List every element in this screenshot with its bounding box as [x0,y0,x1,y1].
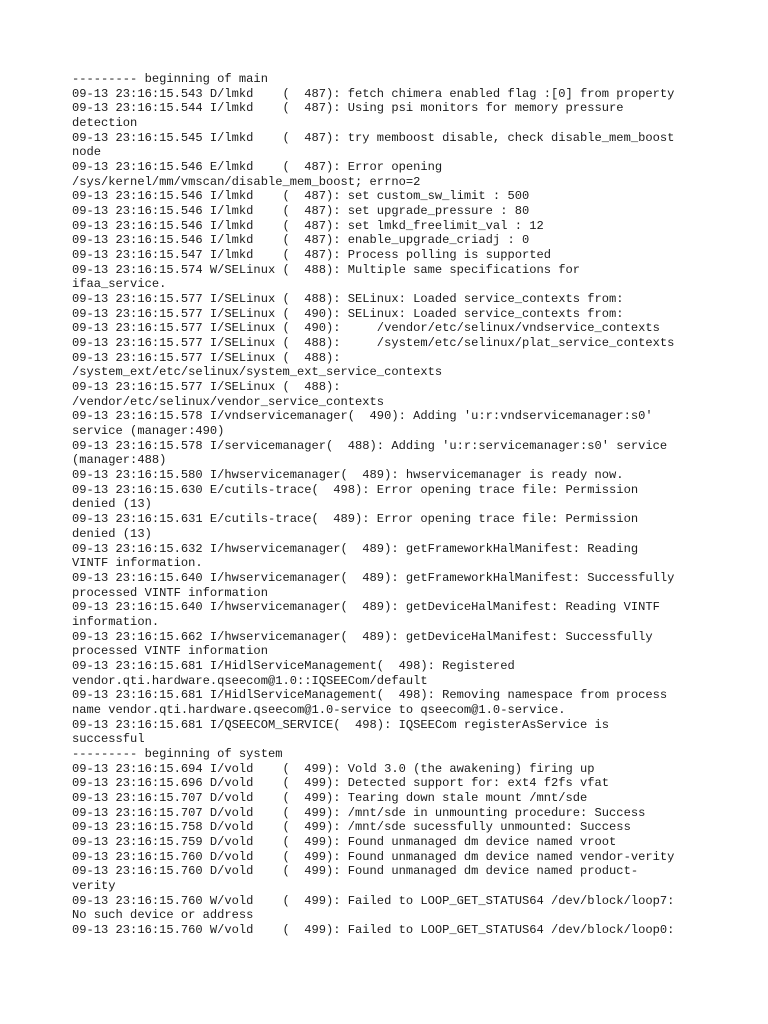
log-line: information. [72,614,160,629]
log-line: 09-13 23:16:15.760 W/vold ( 499): Failed to LOOP_GET_STATUS64 /dev/block/loop7: [72,893,675,908]
log-line: processed VINTF information [72,644,268,659]
log-line: name vendor.qti.hardware.qseecom@1.0-service to qseecom@1.0-service. [72,702,566,717]
log-line: 09-13 23:16:15.545 I/lmkd ( 487): try memboost disable, check disable_mem_boost [72,130,675,145]
log-line: 09-13 23:16:15.577 I/SELinux ( 488): /system/etc/selinux/plat_service_contexts [72,336,675,351]
log-line: 09-13 23:16:15.574 W/SELinux ( 488): Multiple same specifications for [72,262,581,277]
log-line: 09-13 23:16:15.546 E/lmkd ( 487): Error opening [72,160,443,175]
log-line: processed VINTF information [72,585,268,600]
log-line: 09-13 23:16:15.707 D/vold ( 499): Tearing down stale mount /mnt/sde [72,790,588,805]
log-line: 09-13 23:16:15.760 W/vold ( 499): Failed to LOOP_GET_STATUS64 /dev/block/loop0: [72,922,675,937]
log-line: 09-13 23:16:15.577 I/SELinux ( 488): [72,380,341,395]
log-line: 09-13 23:16:15.580 I/hwservicemanager( 489): hwservicemanager is ready now. [72,468,624,483]
log-line: 09-13 23:16:15.758 D/vold ( 499): /mnt/sde sucessfully unmounted: Success [72,820,631,835]
log-line: node [72,145,102,160]
log-line: 09-13 23:16:15.662 I/hwservicemanager( 489): getDeviceHalManifest: Successfully [72,629,653,644]
log-line: 09-13 23:16:15.546 I/lmkd ( 487): enable_upgrade_criadj : 0 [72,233,530,248]
log-line: 09-13 23:16:15.544 I/lmkd ( 487): Using psi monitors for memory pressure [72,101,624,116]
log-line: 09-13 23:16:15.694 I/vold ( 499): Vold 3.0 (the awakening) firing up [72,761,595,776]
log-line: 09-13 23:16:15.543 D/lmkd ( 487): fetch chimera enabled flag :[0] from property [72,86,675,101]
log-line: 09-13 23:16:15.681 I/QSEECOM_SERVICE( 498): IQSEECom registerAsService is [72,717,610,732]
log-line: (manager:488) [72,453,167,468]
log-line: 09-13 23:16:15.681 I/HidlServiceManagement( 498): Removing namespace from process [72,688,668,703]
log-line: 09-13 23:16:15.681 I/HidlServiceManagement( 498): Registered [72,658,515,673]
log-output [72,72,702,938]
log-line: verity [72,878,116,893]
log-line: 09-13 23:16:15.577 I/SELinux ( 490): /vendor/etc/selinux/vndservice_contexts [72,321,660,336]
log-line: 09-13 23:16:15.631 E/cutils-trace( 489): Error opening trace file: Permission [72,512,639,527]
log-line: denied (13) [72,526,152,541]
log-line: 09-13 23:16:15.760 D/vold ( 499): Found unmanaged dm device named vendor-verity [72,849,675,864]
log-line: 09-13 23:16:15.547 I/lmkd ( 487): Process polling is supported [72,248,551,263]
log-line: 09-13 23:16:15.578 I/vndservicemanager( 490): Adding 'u:r:vndservicemanager:s0' [72,409,653,424]
log-line: 09-13 23:16:15.546 I/lmkd ( 487): set lmkd_freelimit_val : 12 [72,218,544,233]
log-line: --------- beginning of system [72,746,283,761]
log-line: 09-13 23:16:15.707 D/vold ( 499): /mnt/sde in unmounting procedure: Success [72,805,646,820]
log-line: VINTF information. [72,556,203,571]
log-line: service (manager:490) [72,424,225,439]
log-line: 09-13 23:16:15.577 I/SELinux ( 488): SELinux: Loaded service_contexts from: [72,292,624,307]
log-line: --------- beginning of main [72,72,268,86]
log-line: ifaa_service. [72,277,167,292]
log-line: 09-13 23:16:15.696 D/vold ( 499): Detected support for: ext4 f2fs vfat [72,776,610,791]
log-line: denied (13) [72,497,152,512]
log-line: 09-13 23:16:15.577 I/SELinux ( 490): SELinux: Loaded service_contexts from: [72,306,624,321]
log-line: 09-13 23:16:15.577 I/SELinux ( 488): [72,350,341,365]
log-line: successful [72,732,145,747]
log-line: 09-13 23:16:15.546 I/lmkd ( 487): set upgrade_pressure : 80 [72,204,530,219]
log-line: 09-13 23:16:15.546 I/lmkd ( 487): set custom_sw_limit : 500 [72,189,530,204]
log-line: 09-13 23:16:15.640 I/hwservicemanager( 489): getDeviceHalManifest: Reading VINTF [72,600,660,615]
log-line: 09-13 23:16:15.632 I/hwservicemanager( 489): getFrameworkHalManifest: Reading [72,541,639,556]
log-line: /vendor/etc/selinux/vendor_service_contexts [72,394,385,409]
log-line: 09-13 23:16:15.640 I/hwservicemanager( 489): getFrameworkHalManifest: Successfully [72,570,675,585]
log-line: /sys/kernel/mm/vmscan/disable_mem_boost; errno=2 [72,174,421,189]
log-line: /system_ext/etc/selinux/system_ext_service_contexts [72,365,443,380]
log-line: No such device or address [72,908,254,923]
log-line: 09-13 23:16:15.630 E/cutils-trace( 498): Error opening trace file: Permission [72,482,639,497]
log-line: 09-13 23:16:15.578 I/servicemanager( 488): Adding 'u:r:servicemanager:s0' service [72,438,668,453]
log-line: detection [72,116,138,131]
log-line: 09-13 23:16:15.759 D/vold ( 499): Found unmanaged dm device named vroot [72,834,617,849]
log-line: vendor.qti.hardware.qseecom@1.0::IQSEECom/default [72,673,428,688]
log-line: 09-13 23:16:15.760 D/vold ( 499): Found unmanaged dm device named product- [72,864,639,879]
